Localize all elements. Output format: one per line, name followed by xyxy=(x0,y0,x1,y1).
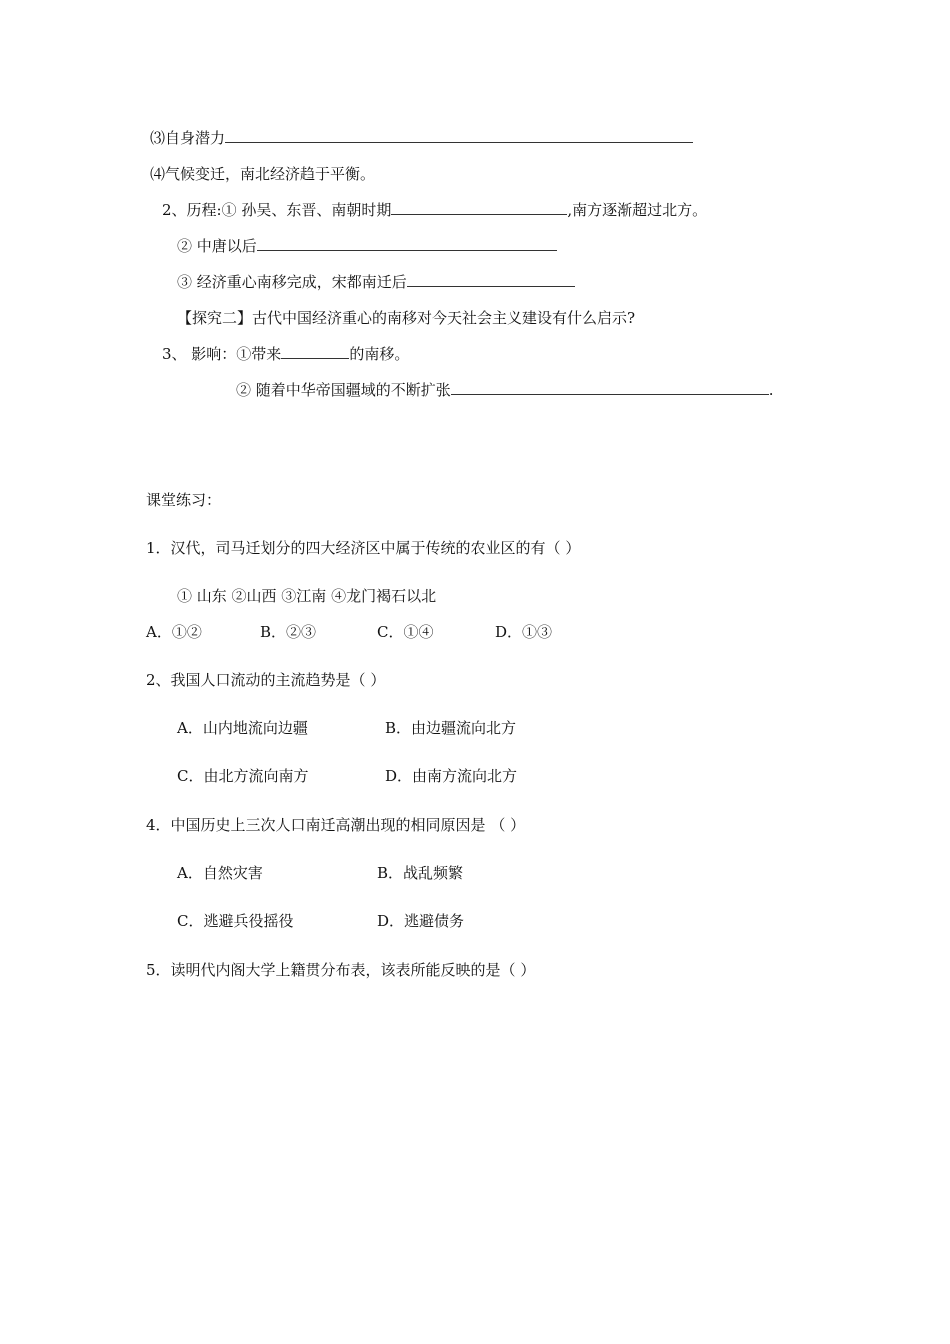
process-tail: ,南方逐渐超过北方。 xyxy=(567,201,708,219)
practice-title: 课堂练习： xyxy=(146,491,222,509)
q4-option-d[interactable]: D．逃避债务 xyxy=(377,912,465,930)
q1-option-c[interactable]: C．①④ xyxy=(377,623,434,641)
process-line-1 xyxy=(162,200,707,220)
q4-option-c[interactable]: C．逃避兵役摇役 xyxy=(177,912,294,930)
impact-line-1 xyxy=(162,344,409,364)
item-4-text: ⑷气候变迁，南北经济趋于平衡。 xyxy=(150,165,376,183)
impact-tail: 的南移。 xyxy=(349,345,410,363)
process-blank-3[interactable] xyxy=(407,272,575,287)
process-2-label: ② 中唐以后 xyxy=(177,237,257,255)
item-3-line xyxy=(150,128,693,148)
impact-line-2 xyxy=(236,380,774,400)
inquiry-2-text: 【探究二】古代中国经济重心的南移对今天社会主义建设有什么启示? xyxy=(177,309,636,327)
q1-option-d[interactable]: D．①③ xyxy=(495,623,553,641)
q1-option-a[interactable]: A．①② xyxy=(146,623,202,641)
impact-blank-2[interactable] xyxy=(451,380,769,395)
q1-choices: ① 山东 ②山西 ③江南 ④龙门褐石以北 xyxy=(177,587,437,605)
process-blank-1[interactable] xyxy=(391,200,567,215)
item-3-blank[interactable] xyxy=(225,128,693,143)
q2-option-d[interactable]: D．由南方流向北方 xyxy=(385,767,518,785)
q2-option-b[interactable]: B．由边疆流向北方 xyxy=(385,719,517,737)
item-3-label: ⑶自身潜力 xyxy=(150,129,226,147)
q1-stem: 1．汉代，司马迁划分的四大经济区中属于传统的农业区的有（ ） xyxy=(146,539,581,557)
process-line-2 xyxy=(177,236,557,256)
impact-blank-1[interactable] xyxy=(281,344,349,359)
q4-option-a[interactable]: A．自然灾害 xyxy=(177,864,263,882)
impact-2-label: ② 随着中华帝国疆域的不断扩张 xyxy=(236,381,451,399)
q1-option-b[interactable]: B．②③ xyxy=(260,623,317,641)
process-label: 2、历程:① 孙吴、东晋、南朝时期 xyxy=(162,201,392,219)
q2-option-c[interactable]: C．由北方流向南方 xyxy=(177,767,309,785)
inquiry-2 xyxy=(177,308,635,328)
impact-2-end: . xyxy=(768,381,774,399)
q4-stem: 4．中国历史上三次人口南迁高潮出现的相同原因是 （ ） xyxy=(146,816,526,834)
process-blank-2[interactable] xyxy=(257,236,557,251)
q5-stem: 5．读明代内阁大学上籍贯分布表，该表所能反映的是（ ） xyxy=(146,961,536,979)
q4-option-b[interactable]: B．战乱频繁 xyxy=(377,864,464,882)
process-line-3 xyxy=(177,272,575,292)
q2-stem: 2、我国人口流动的主流趋势是（ ） xyxy=(146,671,386,689)
item-4-line xyxy=(150,164,375,184)
q2-option-a[interactable]: A．山内地流向边疆 xyxy=(177,719,308,737)
impact-label: 3、 影响：①带来 xyxy=(162,345,282,363)
process-3-label: ③ 经济重心南移完成，宋都南迁后 xyxy=(177,273,407,291)
